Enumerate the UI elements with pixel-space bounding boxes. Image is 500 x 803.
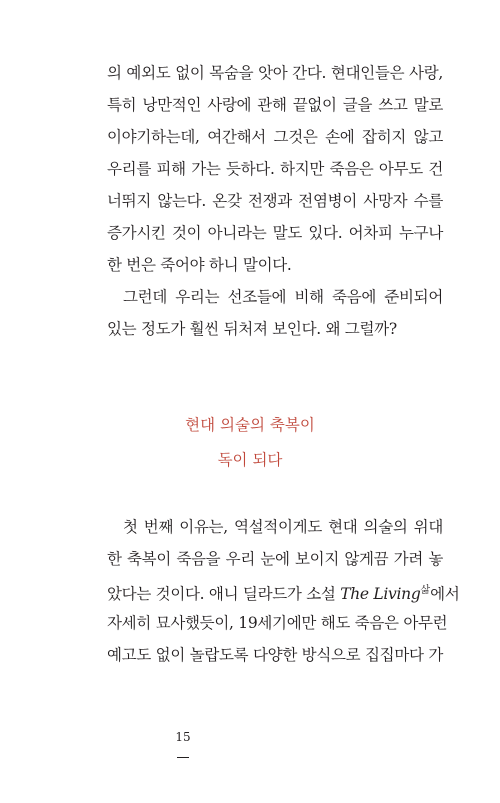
body-text-line: 예고도 없이 놀랍도록 다양한 방식으로 집집마다 가 <box>107 646 443 664</box>
book-title: The Living <box>340 585 421 603</box>
section-heading-line-2: 독이 되다 <box>217 451 283 469</box>
body-text-line: 증가시킨 것이 아니라는 말도 있다. 어차피 누구나 <box>107 224 443 242</box>
text-segment: 았다는 것이다. 애니 딜라드가 소설 <box>107 585 341 603</box>
text-segment: 에서 <box>430 585 460 603</box>
page-number-dash <box>177 757 189 758</box>
body-text-line: 너뛰지 않는다. 온갖 전쟁과 전염병이 사망자 수를 <box>107 192 443 210</box>
body-text-line: 자세히 묘사했듯이, 19세기에만 해도 죽음은 아무런 <box>107 614 448 632</box>
body-text-line: 우리를 피해 가는 듯하다. 하지만 죽음은 아무도 건 <box>107 160 443 178</box>
page-number: 15 <box>175 730 191 744</box>
body-text-line: 한 축복이 죽음을 우리 눈에 보이지 않게끔 가려 놓 <box>107 550 443 568</box>
section-heading-line-1: 현대 의술의 축복이 <box>185 416 315 434</box>
body-text-line: 이야기하는데, 여간해서 그것은 손에 잡히지 않고 <box>107 128 443 146</box>
title-translation: 삶 <box>420 585 431 596</box>
body-text-line: 한 번은 죽어야 하니 말이다. <box>107 256 292 274</box>
body-text-line: 의 예외도 없이 목숨을 앗아 간다. 현대인들은 사랑, <box>107 64 443 82</box>
paragraph-first-line: 그런데 우리는 선조들에 비해 죽음에 준비되어 <box>123 288 443 306</box>
body-text-line-with-title <box>107 581 460 604</box>
paragraph-first-line: 첫 번째 이유는, 역설적이게도 현대 의술의 위대 <box>123 518 443 536</box>
paragraph-last-line: 있는 정도가 훨씬 뒤처져 보인다. 왜 그럴까? <box>107 320 397 338</box>
body-text-line: 특히 낭만적인 사랑에 관해 끝없이 글을 쓰고 말로 <box>107 96 443 114</box>
